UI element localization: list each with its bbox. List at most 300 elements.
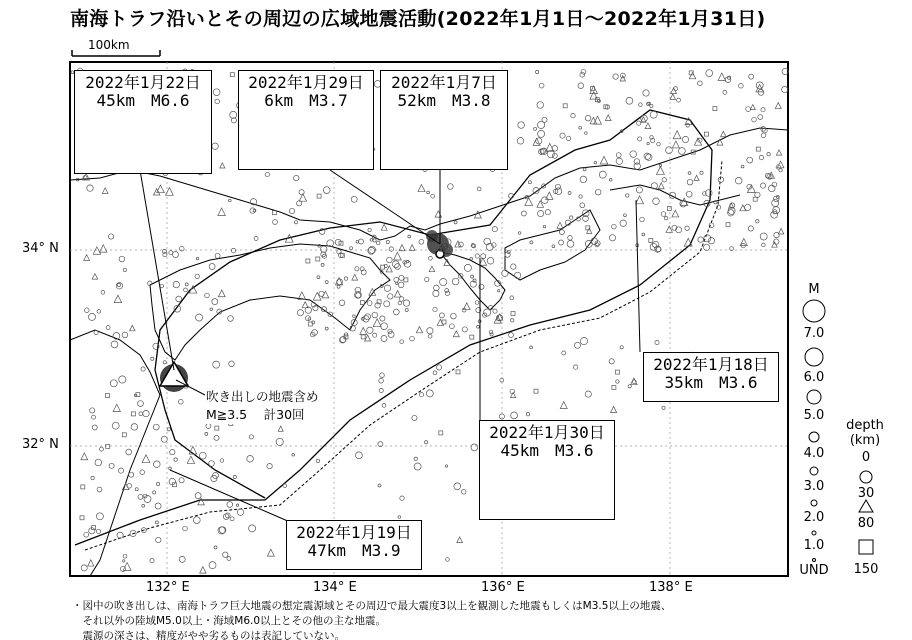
earthquake-circle	[353, 315, 356, 318]
earthquake-circle	[741, 165, 744, 168]
earthquake-circle	[769, 185, 776, 192]
earthquake-square	[131, 412, 135, 416]
earthquake-circle	[700, 171, 703, 174]
earthquake-circle	[749, 74, 754, 79]
earthquake-circle	[363, 316, 369, 322]
earthquake-circle	[454, 221, 457, 224]
earthquake-triangle	[775, 103, 781, 109]
earthquake-circle	[434, 285, 440, 291]
earthquake-circle	[161, 436, 167, 442]
earthquake-triangle	[672, 210, 679, 217]
earthquake-circle	[760, 233, 767, 240]
earthquake-circle	[583, 168, 586, 171]
earthquake-circle	[445, 465, 447, 467]
earthquake-triangle	[778, 228, 784, 234]
earthquake-circle	[759, 155, 763, 159]
earthquake-circle	[380, 316, 385, 321]
earthquake-circle	[170, 449, 175, 454]
earthquake-square	[122, 433, 126, 437]
earthquake-circle	[448, 184, 454, 190]
earthquake-circle	[477, 325, 480, 328]
earthquake-circle	[139, 412, 143, 416]
earthquake-triangle	[557, 222, 563, 228]
earthquake-circle	[626, 97, 633, 104]
earthquake-circle	[528, 181, 531, 184]
earthquake-circle	[185, 283, 188, 286]
earthquake-circle	[212, 299, 218, 305]
earthquake-triangle	[267, 549, 274, 556]
earthquake-triangle	[750, 105, 755, 110]
earthquake-circle	[758, 115, 763, 120]
earthquake-circle	[210, 308, 213, 311]
earthquake-circle	[123, 268, 126, 271]
inset-note-line1: 吹き出しの地震含め	[206, 389, 319, 404]
earthquake-circle	[398, 516, 401, 519]
callout-depth-mag: 52km M3.8	[397, 91, 491, 110]
earthquake-circle	[110, 380, 117, 387]
callout-depth-mag: 35km M3.6	[664, 373, 758, 392]
earthquake-circle	[511, 264, 516, 269]
earthquake-triangle	[560, 402, 567, 409]
earthquake-circle	[373, 239, 376, 242]
callout-2022-01-18	[643, 352, 779, 402]
earthquake-circle	[356, 293, 361, 298]
depth-legend-title-line2: (km)	[849, 433, 881, 448]
earthquake-circle	[585, 115, 591, 121]
earthquake-circle	[498, 290, 500, 292]
earthquake-circle	[140, 470, 145, 475]
earthquake-triangle	[494, 316, 501, 323]
earthquake-circle	[386, 241, 389, 244]
earthquake-circle	[735, 177, 742, 184]
earthquake-circle	[666, 147, 673, 154]
earthquake-circle	[388, 332, 394, 338]
earthquake-triangle	[656, 167, 664, 175]
earthquake-circle	[410, 336, 415, 341]
earthquake-circle	[335, 239, 341, 245]
earthquake-circle	[427, 328, 433, 334]
earthquake-circle	[745, 204, 751, 210]
earthquake-circle	[325, 281, 328, 284]
earthquake-circle	[321, 246, 327, 252]
earthquake-circle	[370, 239, 373, 242]
earthquake-circle	[297, 310, 303, 316]
callout-date: 2022年1月22日	[85, 73, 201, 92]
earthquake-circle	[138, 495, 143, 500]
earthquake-circle	[387, 257, 393, 263]
earthquake-square	[360, 301, 364, 305]
earthquake-circle	[445, 291, 449, 295]
earthquake-circle	[571, 114, 575, 118]
earthquake-circle	[398, 301, 402, 305]
earthquake-circle	[119, 256, 125, 262]
earthquake-triangle	[113, 404, 120, 411]
earthquake-circle	[395, 264, 401, 270]
earthquake-circle	[774, 232, 779, 237]
earthquake-square	[667, 207, 671, 211]
earthquake-square	[361, 335, 365, 339]
earthquake-triangle	[92, 274, 98, 280]
earthquake-circle	[487, 258, 494, 265]
earthquake-circle	[344, 277, 347, 280]
earthquake-circle	[620, 346, 623, 349]
earthquake-triangle	[418, 185, 425, 192]
earthquake-circle	[511, 412, 518, 419]
earthquake-circle	[129, 472, 134, 477]
earthquake-circle	[580, 72, 585, 77]
earthquake-circle	[537, 102, 544, 109]
earthquake-circle	[616, 153, 621, 158]
footnote: ・図中の吹き出しは、南海トラフ巨大地震の想定震源域とその周辺で最大震度3以上を観測した地震もしくはM3.5以上の地震、	[72, 600, 672, 612]
earthquake-circle	[628, 385, 631, 388]
earthquake-circle	[84, 532, 89, 537]
earthquake-circle	[427, 191, 430, 194]
earthquake-circle	[579, 126, 582, 129]
earthquake-square	[316, 257, 320, 261]
latitude-label: 34° N	[22, 241, 59, 256]
earthquake-circle	[755, 192, 760, 197]
main-shock-symbol	[160, 362, 188, 392]
earthquake-square	[106, 444, 110, 448]
earthquake-circle	[552, 153, 557, 158]
earthquake-circle	[756, 82, 763, 89]
earthquake-circle	[96, 513, 103, 520]
earthquake-circle	[704, 235, 711, 242]
earthquake-circle	[273, 220, 278, 225]
earthquake-circle	[451, 313, 457, 319]
earthquake-circle	[212, 143, 218, 149]
earthquake-circle	[111, 341, 118, 348]
earthquake-triangle	[768, 172, 774, 178]
earthquake-circle	[81, 565, 87, 571]
earthquake-circle	[492, 243, 497, 248]
earthquake-circle	[655, 340, 659, 344]
earthquake-circle	[613, 74, 618, 79]
earthquake-circle	[176, 296, 182, 302]
earthquake-circle	[433, 371, 437, 375]
earthquake-circle	[562, 351, 566, 355]
earthquake-circle	[570, 216, 573, 219]
earthquake-circle	[372, 312, 378, 318]
earthquake-square	[534, 389, 538, 393]
earthquake-circle	[292, 454, 295, 457]
earthquake-circle	[639, 103, 643, 107]
earthquake-circle	[698, 237, 703, 242]
earthquake-circle	[142, 504, 145, 507]
earthquake-circle	[276, 438, 283, 445]
earthquake-circle	[94, 330, 98, 334]
earthquake-circle	[676, 227, 682, 233]
earthquake-circle	[559, 240, 564, 245]
earthquake-circle	[518, 232, 521, 235]
earthquake-circle	[167, 428, 170, 431]
earthquake-circle	[651, 183, 657, 189]
earthquake-circle	[650, 104, 653, 107]
earthquake-circle	[123, 554, 127, 558]
earthquake-circle	[581, 69, 586, 74]
earthquake-circle	[682, 136, 688, 142]
earthquake-circle	[155, 521, 158, 524]
map-title: 南海トラフ沿いとその周辺の広域地震活動(2022年1月1日〜2022年1月31日)	[70, 8, 766, 30]
earthquake-circle	[154, 461, 161, 468]
earthquake-square	[404, 278, 408, 282]
earthquake-circle	[247, 456, 254, 463]
earthquake-circle	[209, 562, 216, 569]
earthquake-triangle	[198, 498, 205, 505]
earthquake-circle	[594, 161, 597, 164]
earthquake-circle	[299, 190, 304, 195]
earthquake-circle	[131, 424, 138, 431]
earthquake-circle	[236, 504, 238, 506]
earthquake-circle	[567, 241, 574, 248]
earthquake-circle	[135, 488, 138, 491]
earthquake-circle	[767, 153, 770, 156]
earthquake-triangle	[102, 188, 108, 194]
earthquake-circle	[351, 196, 357, 202]
earthquake-circle	[638, 137, 642, 141]
earthquake-circle	[209, 264, 215, 270]
earthquake-circle	[380, 373, 385, 378]
source-region-outline	[75, 110, 722, 550]
earthquake-circle	[578, 83, 584, 89]
earthquake-triangle	[278, 426, 283, 431]
earthquake-circle	[782, 87, 788, 93]
earthquake-circle	[543, 225, 546, 228]
earthquake-triangle	[220, 163, 225, 168]
earthquake-triangle	[590, 86, 598, 94]
earthquake-circle	[220, 459, 224, 463]
earthquake-triangle	[587, 228, 592, 233]
earthquake-circle	[378, 484, 381, 487]
magnitude-legend-label: 5.0	[803, 408, 825, 423]
earthquake-circle	[254, 237, 258, 241]
earthquake-circle	[616, 380, 619, 383]
earthquake-triangle	[200, 567, 206, 573]
earthquake-triangle	[93, 247, 101, 255]
earthquake-circle	[412, 415, 417, 420]
callout-2022-01-07	[380, 70, 508, 170]
earthquake-circle	[389, 247, 393, 251]
earthquake-circle	[223, 552, 228, 557]
earthquake-circle	[653, 198, 660, 205]
earthquake-circle	[359, 239, 364, 244]
earthquake-circle	[230, 111, 237, 118]
earthquake-circle	[539, 83, 544, 88]
earthquake-triangle	[157, 185, 165, 193]
earthquake-circle	[249, 525, 256, 532]
earthquake-circle	[405, 309, 408, 312]
earthquake-circle	[585, 132, 588, 135]
earthquake-circle	[534, 127, 537, 130]
earthquake-circle	[686, 124, 690, 128]
earthquake-circle	[229, 199, 232, 202]
earthquake-circle	[511, 319, 514, 322]
earthquake-circle	[325, 327, 328, 330]
longitude-label: 138° E	[649, 580, 693, 595]
earthquake-circle	[169, 251, 173, 255]
earthquake-circle	[462, 327, 467, 332]
earthquake-circle	[464, 264, 471, 271]
earthquake-circle	[119, 376, 126, 383]
earthquake-circle	[294, 175, 299, 180]
depth-legend-title	[842, 418, 888, 448]
earthquake-circle	[91, 476, 94, 479]
earthquake-circle	[87, 185, 93, 191]
longitude-label: 136° E	[481, 580, 525, 595]
earthquake-circle	[475, 254, 479, 258]
earthquake-circle	[419, 239, 424, 244]
earthquake-triangle	[352, 274, 358, 280]
earthquake-triangle	[218, 208, 226, 216]
earthquake-triangle	[645, 123, 651, 129]
earthquake-circle	[616, 158, 622, 164]
earthquake-circle	[475, 301, 479, 305]
earthquake-circle	[437, 365, 442, 370]
earthquake-circle	[761, 133, 766, 138]
earthquake-circle	[454, 483, 461, 490]
magnitude-legend-label: 1.0	[803, 538, 825, 553]
depth-legend-label: 30	[857, 486, 875, 501]
earthquake-triangle	[455, 241, 461, 247]
earthquake-circle	[196, 257, 199, 260]
earthquake-triangle	[658, 183, 664, 189]
callout-2022-01-29	[238, 70, 374, 170]
earthquake-circle	[580, 338, 587, 345]
earthquake-circle	[215, 253, 220, 258]
earthquake-circle	[510, 389, 515, 394]
earthquake-circle	[414, 457, 417, 460]
earthquake-circle	[490, 333, 493, 336]
earthquake-circle	[662, 178, 666, 182]
earthquake-circle	[493, 309, 497, 313]
earthquake-circle	[688, 172, 691, 175]
earthquake-circle	[761, 108, 765, 112]
earthquake-square	[616, 370, 620, 374]
callout-date: 2022年1月30日	[489, 423, 605, 442]
depth-legend-label: 0	[861, 450, 871, 465]
earthquake-circle	[560, 133, 565, 138]
earthquake-triangle	[429, 266, 435, 272]
earthquake-circle	[250, 208, 255, 213]
magnitude-legend-label: UND	[799, 563, 829, 578]
callout-date: 2022年1月7日	[391, 73, 497, 92]
earthquake-square	[106, 394, 110, 398]
earthquake-square	[704, 132, 708, 136]
earthquake-circle	[779, 169, 782, 172]
earthquake-circle	[157, 482, 160, 485]
earthquake-circle	[117, 532, 123, 538]
earthquake-circle	[521, 211, 526, 216]
earthquake-circle	[265, 172, 269, 176]
earthquake-circle	[144, 496, 151, 503]
earthquake-circle	[394, 277, 399, 282]
earthquake-circle	[620, 220, 626, 226]
earthquake-circle	[249, 435, 253, 439]
earthquake-circle	[636, 187, 642, 193]
earthquake-circle	[450, 324, 455, 329]
earthquake-circle	[381, 336, 387, 342]
callout-depth-mag: 47km M3.9	[307, 541, 401, 560]
earthquake-triangle	[394, 291, 401, 298]
earthquake-triangle	[399, 245, 405, 251]
callout-2022-01-19	[286, 520, 422, 570]
earthquake-triangle	[546, 192, 553, 199]
earthquake-circle	[153, 424, 159, 430]
earthquake-circle	[597, 100, 600, 103]
earthquake-circle	[379, 388, 383, 392]
earthquake-circle	[379, 378, 384, 383]
earthquake-triangle	[457, 537, 463, 543]
earthquake-circle	[552, 245, 555, 248]
depth-legend-title-line1: depth	[846, 418, 884, 433]
earthquake-circle	[568, 236, 573, 241]
callout-depth-mag: 6km M3.7	[264, 91, 348, 110]
earthquake-circle	[153, 491, 156, 494]
earthquake-circle	[214, 435, 219, 440]
earthquake-circle	[233, 475, 236, 478]
earthquake-circle	[643, 90, 649, 96]
earthquake-circle	[393, 309, 399, 315]
earthquake-circle	[151, 357, 154, 360]
earthquake-square	[713, 107, 717, 111]
earthquake-triangle	[142, 455, 150, 463]
earthquake-circle	[227, 502, 233, 508]
earthquake-circle	[624, 214, 627, 217]
earthquake-circle	[545, 210, 550, 215]
earthquake-circle	[473, 279, 476, 282]
earthquake-circle	[461, 490, 466, 495]
earthquake-circle	[752, 117, 757, 122]
earthquake-circle	[403, 300, 409, 306]
earthquake-circle	[762, 243, 766, 247]
earthquake-circle	[179, 556, 185, 562]
earthquake-circle	[530, 241, 533, 244]
earthquake-circle	[509, 333, 514, 338]
earthquake-circle	[642, 233, 645, 236]
earthquake-circle	[637, 121, 641, 125]
earthquake-circle	[445, 289, 449, 293]
inset-note	[206, 388, 319, 424]
earthquake-circle	[706, 70, 713, 77]
earthquake-circle	[123, 560, 125, 562]
footnote: 震源の深さは、精度がやや劣るものは表記していない。	[72, 630, 345, 640]
earthquake-circle	[595, 189, 601, 195]
earthquake-circle	[517, 138, 524, 145]
earthquake-circle	[163, 361, 166, 364]
earthquake-circle	[739, 83, 744, 88]
earthquake-circle	[323, 187, 330, 194]
earthquake-circle	[647, 142, 649, 144]
earthquake-circle	[471, 275, 474, 278]
earthquake-circle	[321, 263, 324, 266]
earthquake-circle	[723, 90, 727, 94]
earthquake-square	[470, 335, 474, 339]
earthquake-circle	[368, 228, 371, 231]
earthquake-square	[317, 194, 321, 198]
earthquake-circle	[566, 136, 570, 140]
earthquake-circle	[384, 285, 390, 291]
earthquake-circle	[510, 296, 514, 300]
earthquake-circle	[677, 98, 681, 102]
earthquake-circle	[400, 496, 404, 500]
earthquake-circle	[92, 415, 96, 419]
earthquake-circle	[704, 244, 710, 250]
earthquake-circle	[747, 157, 753, 163]
earthquake-triangle	[611, 406, 617, 412]
earthquake-circle	[97, 310, 101, 314]
earthquake-circle	[373, 333, 377, 337]
earthquake-circle	[579, 195, 582, 198]
